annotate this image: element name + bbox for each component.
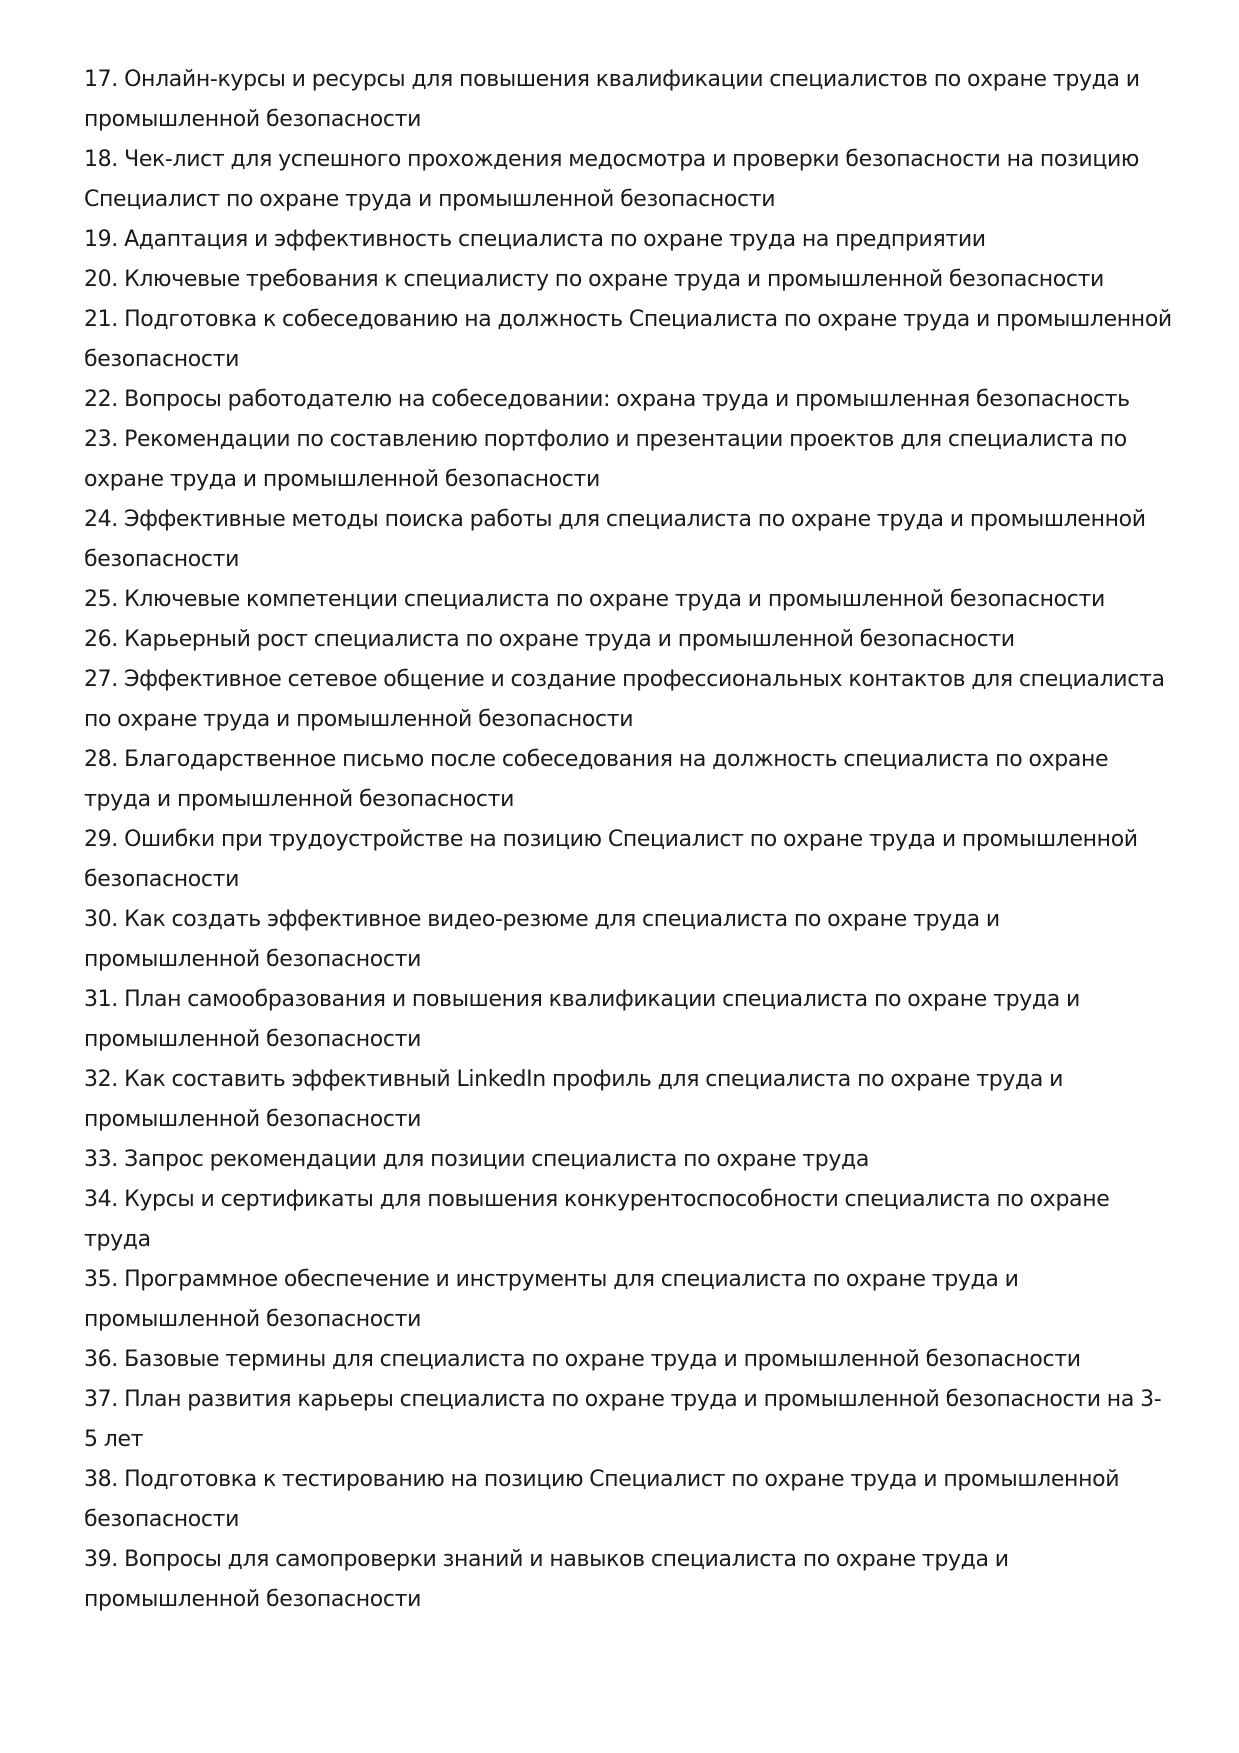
- list-item-22: 22. Вопросы работодателю на собеседовании: охрана труда и промышленная безопасность: [84, 387, 1130, 412]
- list-item-26: 26. Карьерный рост специалиста по охране труда и промышленной безопасности: [84, 627, 1015, 652]
- document-page: [84, 60, 1174, 1620]
- list-item-25: 25. Ключевые компетенции специалиста по охране труда и промышленной безопасности: [84, 587, 1105, 612]
- list-item-17: 17. Онлайн-курсы и ресурсы для повышения квалификации специалистов по охране труда и промышленной безопасности: [84, 67, 1140, 132]
- list-item-18: 18. Чек-лист для успешного прохождения медосмотра и проверки безопасности на позицию Специалист по охране труда и промышленной безопасности: [84, 147, 1140, 212]
- list-item-36: 36. Базовые термины для специалиста по охране труда и промышленной безопасности: [84, 1347, 1081, 1372]
- list-item-24: 24. Эффективные методы поиска работы для специалиста по охране труда и промышленной безопасности: [84, 507, 1146, 572]
- list-item-32: 32. Как составить эффективный LinkedIn профиль для специалиста по охране труда и промышленной безопасности: [84, 1067, 1064, 1132]
- list-item-28: 28. Благодарственное письмо после собеседования на должность специалиста по охране труда и промышленной безопасности: [84, 747, 1109, 812]
- list-item-39: 39. Вопросы для самопроверки знаний и навыков специалиста по охране труда и промышленной безопасности: [84, 1547, 1009, 1612]
- list-item-19: 19. Адаптация и эффективность специалиста по охране труда на предприятии: [84, 227, 986, 252]
- list-item-33: 33. Запрос рекомендации для позиции специалиста по охране труда: [84, 1147, 870, 1172]
- list-item-23: 23. Рекомендации по составлению портфолио и презентации проектов для специалиста по охране труда и промышленной безопасности: [84, 427, 1127, 492]
- list-item-37: 37. План развития карьеры специалиста по охране труда и промышленной безопасности на 3-5 лет: [84, 1387, 1162, 1452]
- list-item-30: 30. Как создать эффективное видео-резюме для специалиста по охране труда и промышленной безопасности: [84, 907, 1000, 972]
- list-item-21: 21. Подготовка к собеседованию на должность Специалиста по охране труда и промышленной безопасности: [84, 307, 1172, 372]
- list-item-27: 27. Эффективное сетевое общение и создание профессиональных контактов для специалиста по охране труда и промышленной безопасности: [84, 667, 1165, 732]
- list-item-20: 20. Ключевые требования к специалисту по охране труда и промышленной безопасности: [84, 267, 1105, 292]
- list-item-29: 29. Ошибки при трудоустройстве на позицию Специалист по охране труда и промышленной безопасности: [84, 827, 1138, 892]
- list-item-38: 38. Подготовка к тестированию на позицию Специалист по охране труда и промышленной безопасности: [84, 1467, 1120, 1532]
- list-item-34: 34. Курсы и сертификаты для повышения конкурентоспособности специалиста по охране труда: [84, 1187, 1110, 1252]
- list-item-35: 35. Программное обеспечение и инструменты для специалиста по охране труда и промышленной безопасности: [84, 1267, 1019, 1332]
- list-item-31: 31. План самообразования и повышения квалификации специалиста по охране труда и промышленной безопасности: [84, 987, 1080, 1052]
